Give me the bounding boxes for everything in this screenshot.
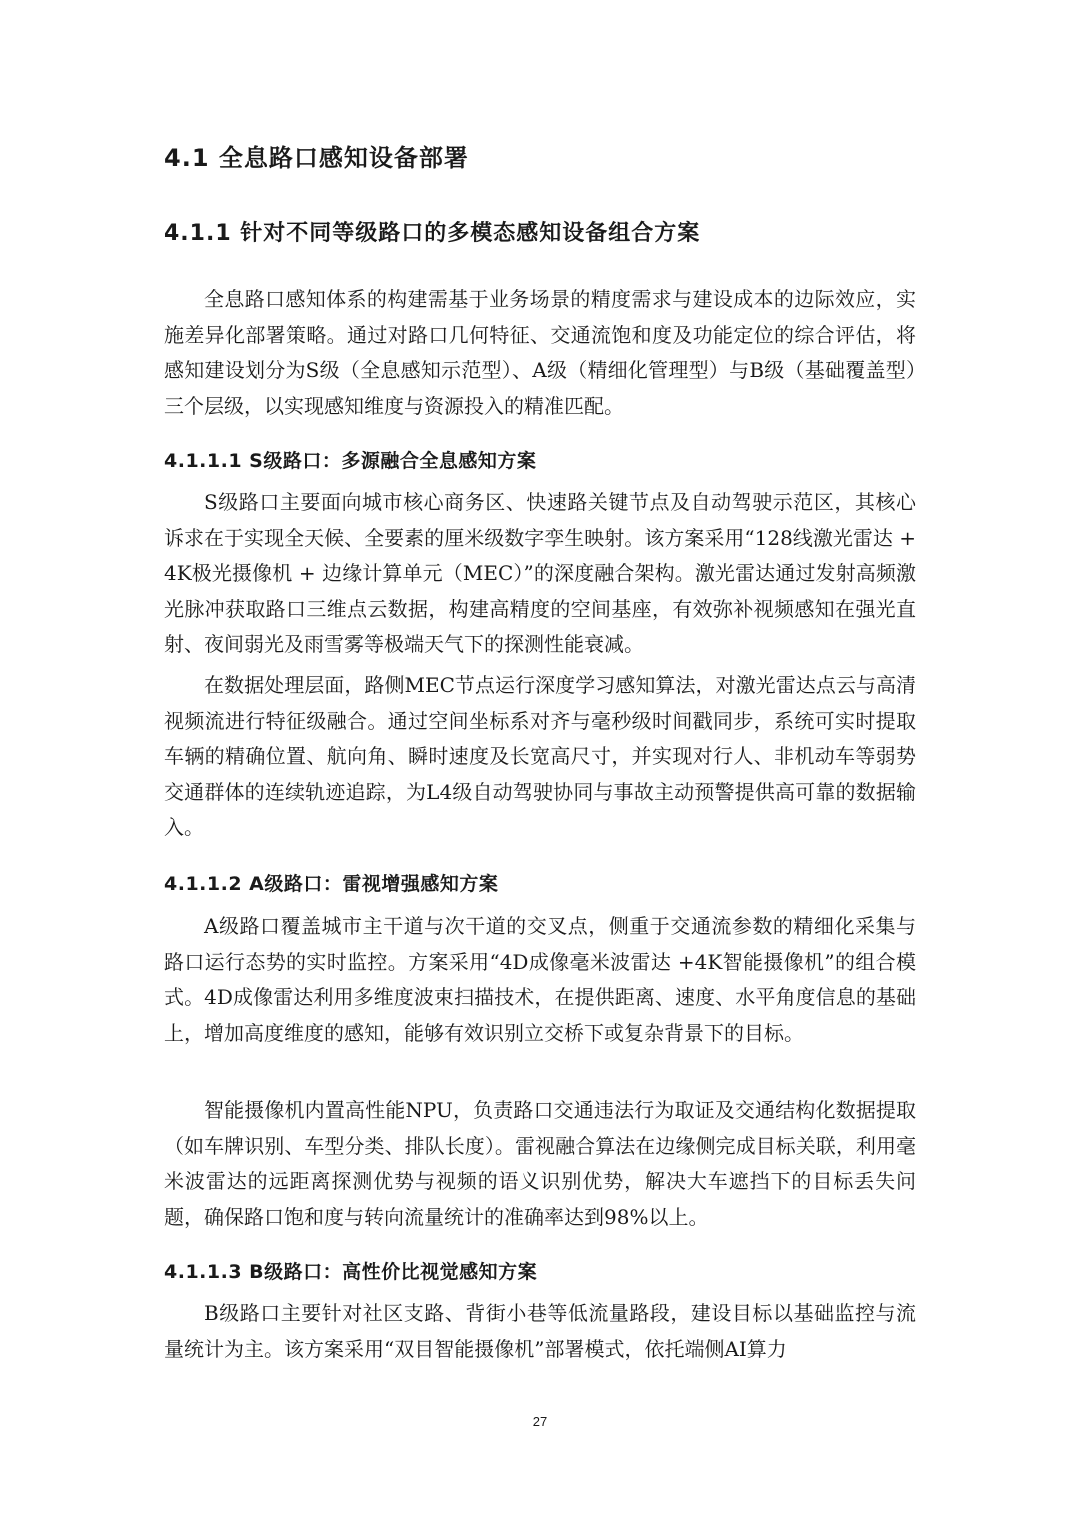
intro-paragraph: 全息路口感知体系的构建需基于业务场景的精度需求与建设成本的边际效应，实施差异化部署策略。通过对路口几何特征、交通流饱和度及功能定位的综合评估，将感知建设划分为S级（全息感知示范型）、A级（精细化管理型）与B级（基础覆盖型）三个层级，以实现感知维度与资源投入的精准匹配。	[164, 287, 916, 418]
s-level-heading: 4.1.1.1 S级路口：多源融合全息感知方案	[164, 450, 537, 472]
a-level-paragraph-2: 智能摄像机内置高性能NPU，负责路口交通违法行为取证及交通结构化数据提取（如车牌识别、车型分类、排队长度）。雷视融合算法在边缘侧完成目标关联，利用毫米波雷达的远距离探测优势与视频的语义识别优势，解决大车遮挡下的目标丢失问题，确保路口饱和度与转向流量统计的准确率达到98%以上。	[164, 1098, 916, 1229]
subsection-heading: 4.1.1 针对不同等级路口的多模态感知设备组合方案	[164, 221, 701, 246]
a-level-heading: 4.1.1.2 A级路口：雷视增强感知方案	[164, 873, 499, 895]
b-level-paragraph-1: B级路口主要针对社区支路、背街小巷等低流量路段，建设目标以基础监控与流量统计为主。该方案采用“双目智能摄像机”部署模式，依托端侧AI算力	[164, 1301, 916, 1361]
page-number: 27	[532, 1414, 548, 1429]
section-heading: 4.1 全息路口感知设备部署	[164, 144, 469, 172]
b-level-heading: 4.1.1.3 B级路口：高性价比视觉感知方案	[164, 1261, 538, 1283]
a-level-paragraph-1: A级路口覆盖城市主干道与次干道的交叉点，侧重于交通流参数的精细化采集与路口运行态势的实时监控。方案采用“4D成像毫米波雷达 +4K智能摄像机”的组合模式。4D成像雷达利用多维度波束扫描技术，在提供距离、速度、水平角度信息的基础上，增加高度维度的感知，能够有效识别立交桥下或复杂背景下的目标。	[164, 914, 916, 1045]
s-level-paragraph-1: S级路口主要面向城市核心商务区、快速路关键节点及自动驾驶示范区，其核心诉求在于实现全天候、全要素的厘米级数字孪生映射。该方案采用“128线激光雷达 + 4K极光摄像机 + 边缘计算单元（MEC）”的深度融合架构。激光雷达通过发射高频激光脉冲获取路口三维点云数据，构建高精度的空间基座，有效弥补视频感知在强光直射、夜间弱光及雨雪雾等极端天气下的探测性能衰减。	[164, 490, 916, 656]
s-level-paragraph-2: 在数据处理层面，路侧MEC节点运行深度学习感知算法，对激光雷达点云与高清视频流进行特征级融合。通过空间坐标系对齐与毫秒级时间戳同步，系统可实时提取车辆的精确位置、航向角、瞬时速度及长宽高尺寸，并实现对行人、非机动车等弱势交通群体的连续轨迹追踪，为L4级自动驾驶协同与事故主动预警提供高可靠的数据输入。	[164, 673, 916, 839]
